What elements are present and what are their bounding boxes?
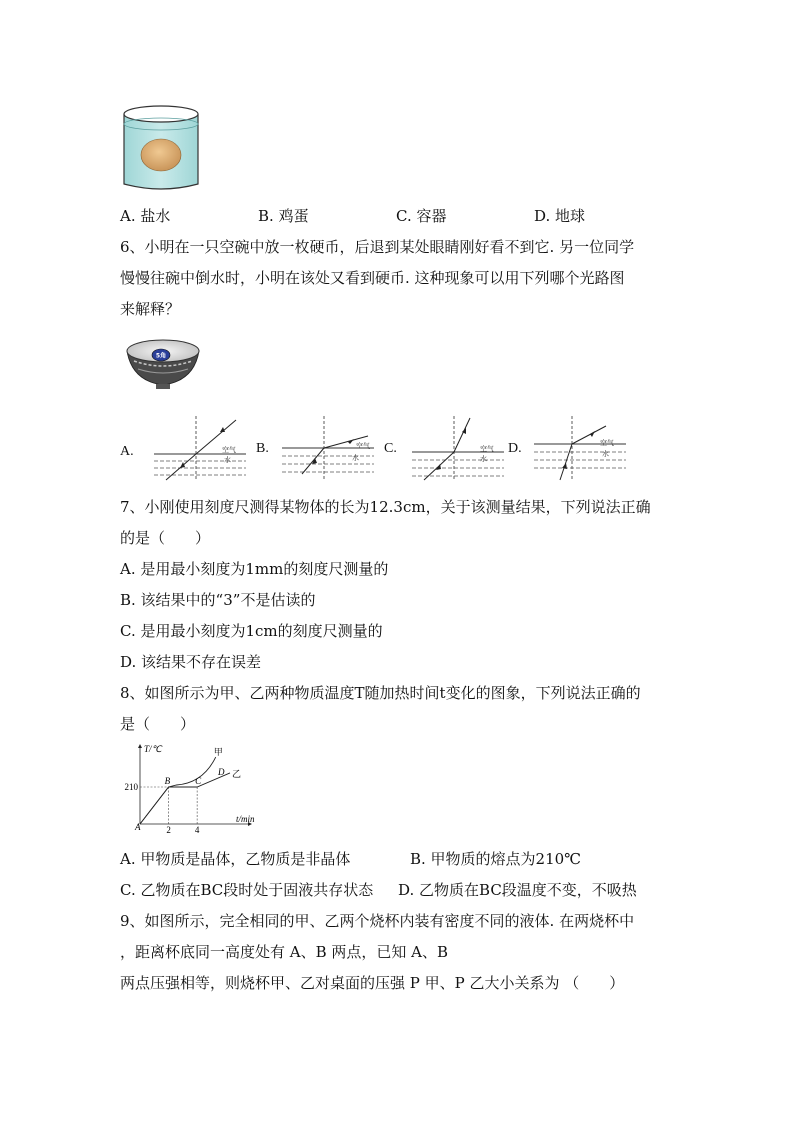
q5-option-a[interactable]: A. 盐水 xyxy=(120,207,171,225)
water-label: 水 xyxy=(352,454,359,462)
water-label: 水 xyxy=(224,456,231,464)
q6-question-line-1: 6、小明在一只空碗中放一枚硬币，后退到某处眼睛刚好看不到它. 另一位同学 xyxy=(120,238,635,256)
series-line-jia xyxy=(140,757,216,824)
bowl-coin-figure xyxy=(124,337,202,391)
air-label: 空气 xyxy=(480,445,494,453)
water-label: 水 xyxy=(480,455,487,463)
series-line-yi xyxy=(140,773,230,824)
q9-question-line-3: 两点压强相等，则烧杯甲、乙对桌面的压强 P 甲、P 乙大小关系为 （ ） xyxy=(120,974,625,992)
light-path-diagram-c xyxy=(408,414,508,482)
temperature-time-chart xyxy=(124,744,260,836)
q6-option-b[interactable]: B. xyxy=(256,441,269,456)
q6-option-d[interactable]: D. xyxy=(508,441,522,456)
y-tick-label: 210 xyxy=(124,782,138,792)
q6-option-a[interactable]: A. xyxy=(120,444,134,459)
q7-option-b[interactable]: B. 该结果中的“3”不是估读的 xyxy=(120,591,316,609)
q8-question-line-2: 是（ ） xyxy=(120,715,196,733)
y-axis-label: T/℃ xyxy=(144,744,162,754)
light-path-diagram-b xyxy=(278,414,378,482)
water-label: 水 xyxy=(602,450,609,458)
q6-question-line-3: 来解释？ xyxy=(120,300,181,318)
x-tick-label: 4 xyxy=(194,825,200,835)
q8-question-line-1: 8、如图所示为甲、乙两种物质温度T随加热时间t变化的图象，下列说法正确的 xyxy=(120,684,641,702)
x-tick-label: 2 xyxy=(166,825,171,835)
q7-option-c[interactable]: C. 是用最小刻度为1cm的刻度尺测量的 xyxy=(120,622,383,640)
q7-option-a[interactable]: A. 是用最小刻度为1mm的刻度尺测量的 xyxy=(120,560,389,578)
q8-option-d[interactable]: D. 乙物质在BC段温度不变，不吸热 xyxy=(398,881,637,899)
q7-question-line-1: 7、小刚使用刻度尺测得某物体的长为12.3cm，关于该测量结果，下列说法正确 xyxy=(120,498,651,516)
q6-option-c[interactable]: C. xyxy=(384,441,397,456)
q5-option-b[interactable]: B. 鸡蛋 xyxy=(258,207,309,225)
q5-option-d[interactable]: D. 地球 xyxy=(534,207,586,225)
series-label: 甲 xyxy=(213,747,223,758)
series-label: 乙 xyxy=(232,768,242,779)
light-path-diagram-d xyxy=(530,414,630,482)
q9-question-line-1: 9、如图所示，完全相同的甲、乙两个烧杯内装有密度不同的液体. 在两烧杯中 xyxy=(120,912,635,930)
q7-question-line-2: 的是（ ） xyxy=(120,529,211,547)
beaker-egg-figure xyxy=(118,100,204,194)
point-label-A: A xyxy=(135,822,141,832)
light-path-diagram-a xyxy=(150,414,250,482)
air-label: 空气 xyxy=(600,439,614,447)
air-label: 空气 xyxy=(356,442,370,450)
y-axis-arrow xyxy=(138,744,142,748)
q6-question-line-2: 慢慢往碗中倒水时，小明在该处又看到硬币. 这种现象可以用下列哪个光路图 xyxy=(120,269,625,287)
point-label-B: B xyxy=(164,776,171,786)
coin-label: 5角 xyxy=(155,352,167,360)
q8-option-b[interactable]: B. 甲物质的熔点为210℃ xyxy=(410,850,581,868)
x-axis-label: t/min xyxy=(236,814,255,824)
q8-option-c[interactable]: C. 乙物质在BC段时处于固液共存状态 xyxy=(120,881,374,899)
q5-option-c[interactable]: C. 容器 xyxy=(396,207,447,225)
point-label-C: C xyxy=(195,776,202,786)
q8-option-a[interactable]: A. 甲物质是晶体，乙物质是非晶体 xyxy=(120,850,351,868)
q7-option-d[interactable]: D. 该结果不存在误差 xyxy=(120,653,262,671)
q9-question-line-2: ，距离杯底同一高度处有 A、B 两点，已知 A、B xyxy=(120,943,449,961)
point-label-D: D xyxy=(218,766,225,777)
air-label: 空气 xyxy=(222,446,236,454)
